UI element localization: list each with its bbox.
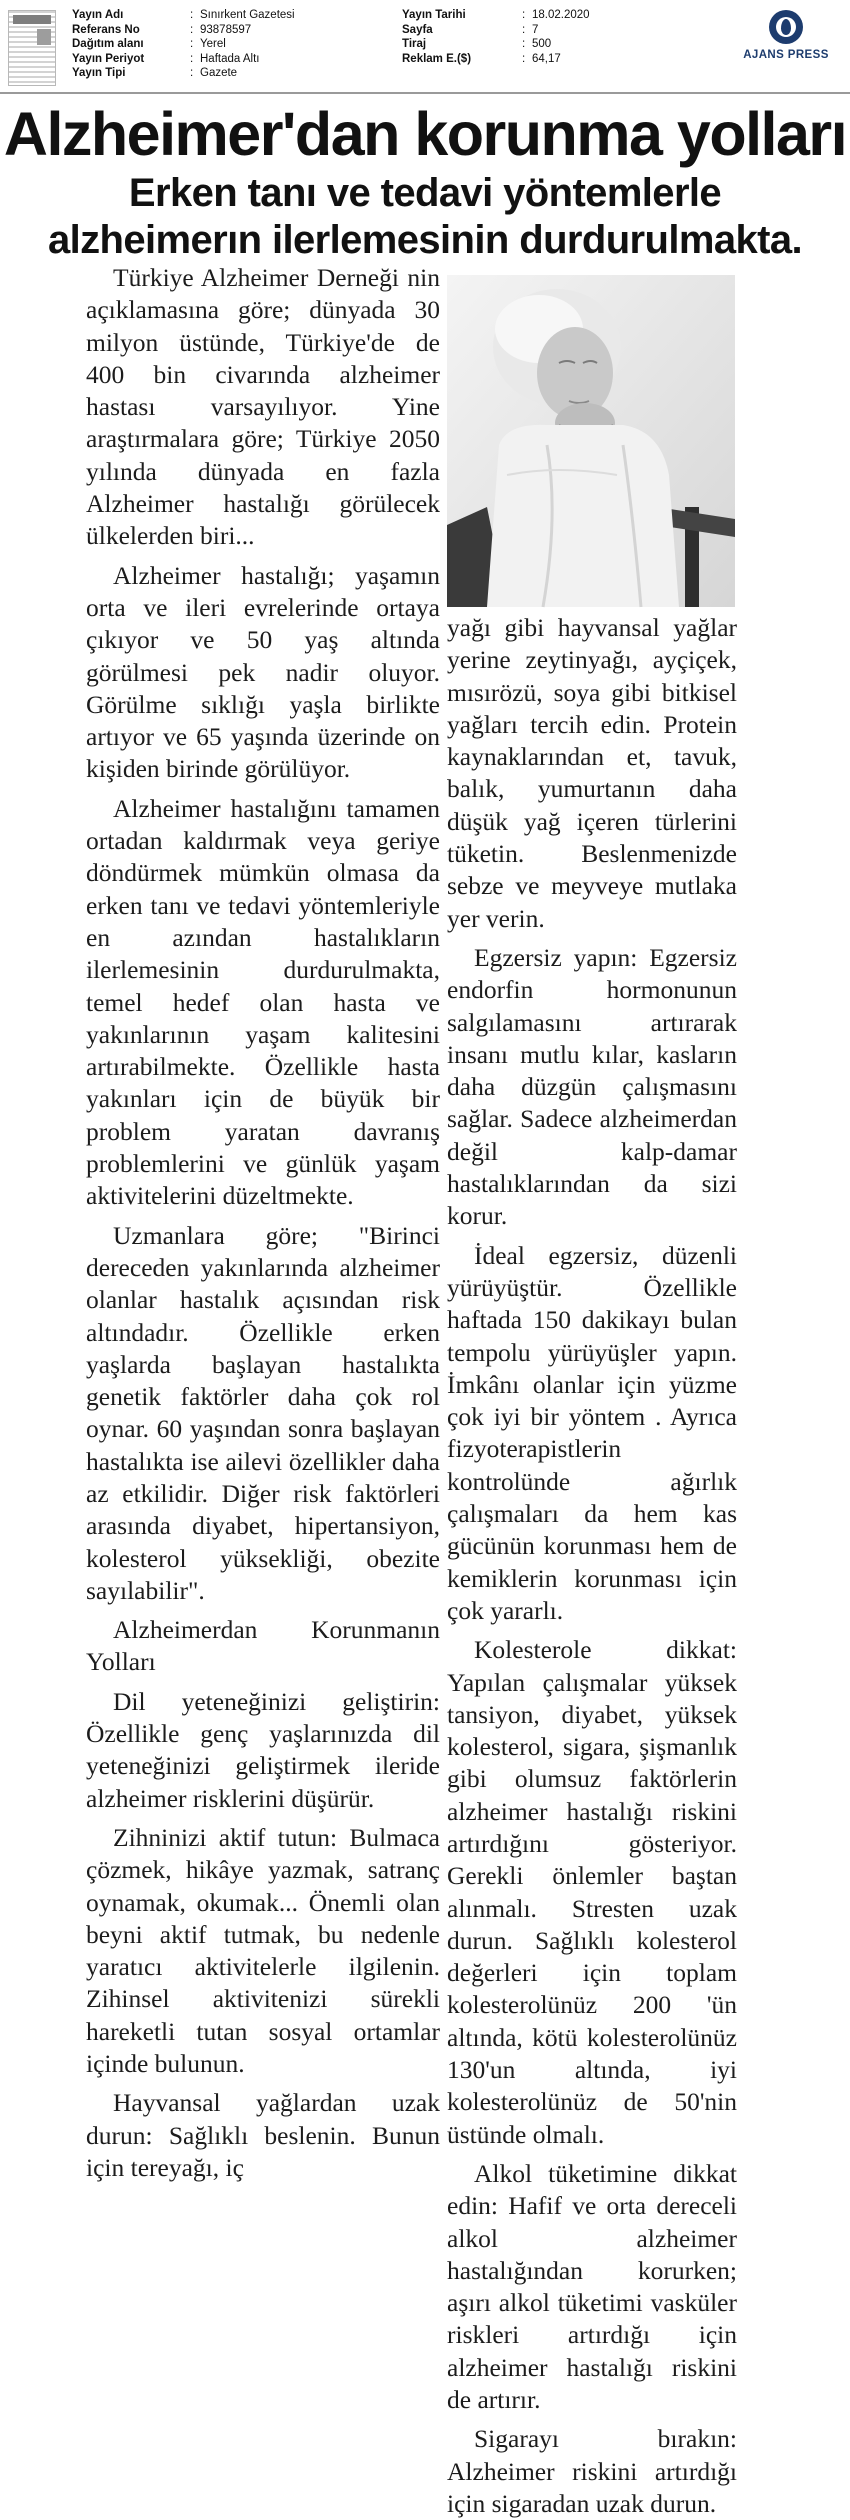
article-paragraph: Alzheimer hastalığı; yaşamın orta ve ileri evrelerinde ortaya çıkıyor ve 50 yaş altında görülmesi pek nadir oluyor. Görülme sıklığı yaşla birlikte artıyor ve 65 yaşında üzerinde on kişiden birinde görülüyor. [86,560,440,784]
article-subheadline: Erken tanı ve tedavi yöntemlerle alzheimerın ilerlemesinin durdurulmakta. [47,171,802,262]
agency-logo-icon [769,10,803,44]
article-paragraph: Alkol tüketimine dikkat edin: Hafif ve orta dereceli alkol alzheimer hastalığından korurken; aşırı alkol tüketimi vasküler riskleri artırdığı için alzheimer hastalığı riskini de artırır. [447,2158,737,2415]
meta-separator: : [190,52,194,65]
meta-separator: : [522,9,526,21]
agency-brand [738,10,834,61]
meta-row-page [402,23,702,38]
article-section-heading: Alzheimerdan Korunmanın Yolları [86,1615,440,1677]
meta-value: Yerel [200,38,226,50]
meta-separator: : [190,9,194,21]
meta-value: 18.02.2020 [532,9,590,21]
article-paragraph: İdeal egzersiz, düzenli yürüyüştür. Özellikle haftada 150 dakikayı bulan tempolu yürüyüşler yapın. İmkânı olanlar için yüzme çok iyi bir yöntem . Ayrıca fizyoterapistlerin kontrolünde ağırlık çalışmaları da hem kas gücünün korunması hem de kemiklerin korunması için çok yararlı. [447,1240,737,1625]
page-thumbnail [8,10,56,86]
article-paragraph: Zihninizi aktif tutun: Bulmaca çözmek, hikâye yazmak, satranç oynamak, okumak... Önemli olan beyni aktif tutmak, bu nedenle yaratıcı aktivitelerle ilgilenin. Zihinsel aktivitenizi sürekli hareketli tutan sosyal ortamlar içinde bulunun. [86,1822,440,2079]
meta-row-publication-type [72,66,392,81]
article-paragraph-continued: yağı gibi hayvansal yağlar yerine zeytinyağı, ayçiçek, mısırözü, soya gibi bitkisel yağları tercih edin. Protein kaynaklarından et, tavuk, balık, yumurtanın daha düşük yağ içeren türlerini tüketin. Beslenmenizde sebze ve meyveye mutlaka yer verin. [447,613,737,933]
metadata-right-column [402,8,702,66]
article-left-column [86,262,440,2184]
meta-separator: : [190,23,194,36]
meta-row-publication-name [72,8,392,23]
meta-separator: : [522,23,526,36]
meta-key: Reklam E.($) [402,52,472,65]
article-headline: Alzheimer'dan korunma yolları [3,100,847,168]
article-right-column [447,612,737,2520]
meta-key: Yayın Tarihi [402,9,466,21]
meta-row-ad-equivalent [402,52,702,67]
meta-key: Referans No [72,23,140,36]
article-paragraph: Dil yeteneğinizi geliştirin: Özellikle genç yaşlarınızda dil yeteneğinizi geliştirmek ileride alzheimer risklerini düşürür. [86,1686,440,1813]
meta-value: Gazete [200,67,238,79]
meta-row-reference-no [72,23,392,38]
meta-key: Dağıtım alanı [72,38,144,50]
meta-key: Yayın Adı [72,9,124,21]
meta-row-publication-period [72,52,392,67]
agency-name: AJANS PRESS [743,49,829,61]
meta-value: 93878597 [200,23,252,36]
meta-value: 64,17 [532,52,561,65]
meta-row-publication-date [402,8,702,23]
meta-separator: : [190,38,194,50]
meta-key: Yayın Periyot [72,52,145,65]
meta-key: Yayın Tipi [72,67,126,79]
article-paragraph: Kolesterole dikkat: Yapılan çalışmalar yüksek tansiyon, diyabet, yüksek kolesterol, sigara, şişmanlık gibi olumsuz faktörlerin alzheimer hastalığı riskini artırdığını gösteriyor. Gerekli önlemler baştan alınmalı. Stresten uzak durun. Sağlıklı kolesterol değerleri için toplam kolesterolünüz 200 'ün altında, kötü kolesterolünüz 130'un altında, iyi kolesterolünüz de 50'nin üstünde olmalı. [447,1635,737,2149]
meta-row-distribution-area [72,37,392,52]
meta-value: Haftada Altı [200,52,260,65]
article-paragraph: Egzersiz yapın: Egzersiz endorfin hormonunun salgılamasını artırarak insanı mutlu kılar, kasların daha düzgün çalışmasını sağlar. Sadece alzheimerdan değil kalp-damar hastalıklarından da sizi korur. [447,942,737,1231]
meta-separator: : [522,52,526,65]
meta-key: Sayfa [402,23,433,36]
meta-value: 500 [532,38,552,50]
elderly-woman-photo [447,275,735,607]
article-paragraph: Türkiye Alzheimer Derneği nin açıklamasına göre; dünyada 30 milyon üstünde, Türkiye'de de 400 bin civarında alzheimer hastası varsayılıyor. Yine araştırmalara göre; Türkiye 2050 yılında dünyada en fazla Alzheimer hastalığı görülecek ülkelerden biri... [86,263,440,551]
article-paragraph: Sigarayı bırakın: Alzheimer riskini artırdığı için sigaradan uzak durun. [447,2424,737,2518]
elderly-woman-illustration [447,275,735,607]
meta-value: 7 [532,23,539,36]
meta-separator: : [190,67,194,79]
article-paragraph: Uzmanlara göre; "Birinci dereceden yakınlarında alzheimer olanlar hastalık açısından risk altındadır. Özellikle erken yaşlarda başlayan hastalıkta genetik faktörler daha çok rol oynar. 60 yaşından sonra başlayan hastalıkta ise ailevi özellikler daha az etkilidir. Diğer risk faktörleri arasında diyabet, hipertansiyon, kolesterol yüksekliği, obezite sayılabilir". [86,1220,440,1605]
meta-key: Tiraj [402,38,427,50]
article-paragraph: Hayvansal yağlardan uzak durun: Sağlıklı beslenin. Bunun için tereyağı, iç [86,2088,440,2182]
meta-separator: : [522,38,526,50]
metadata-left-column [72,8,392,81]
clipping-metadata-header [0,0,850,94]
meta-value: Sınırkent Gazetesi [200,9,295,21]
meta-row-circulation [402,37,702,52]
article-paragraph: Alzheimer hastalığını tamamen ortadan kaldırmak veya geriye döndürmek mümkün olmasa da erken tanı ve tedavi yöntemleriyle en azından hastalıkların ilerlemesinin durdurulmakta, temel hedef olan hasta ve yakınlarının yaşam kalitesini artırabilmekte. Özellikle hasta yakınları için de büyük bir problem yaratan davranış problemlerini ve günlük yaşam aktivitelerini düzeltmekte. [86,793,440,1211]
